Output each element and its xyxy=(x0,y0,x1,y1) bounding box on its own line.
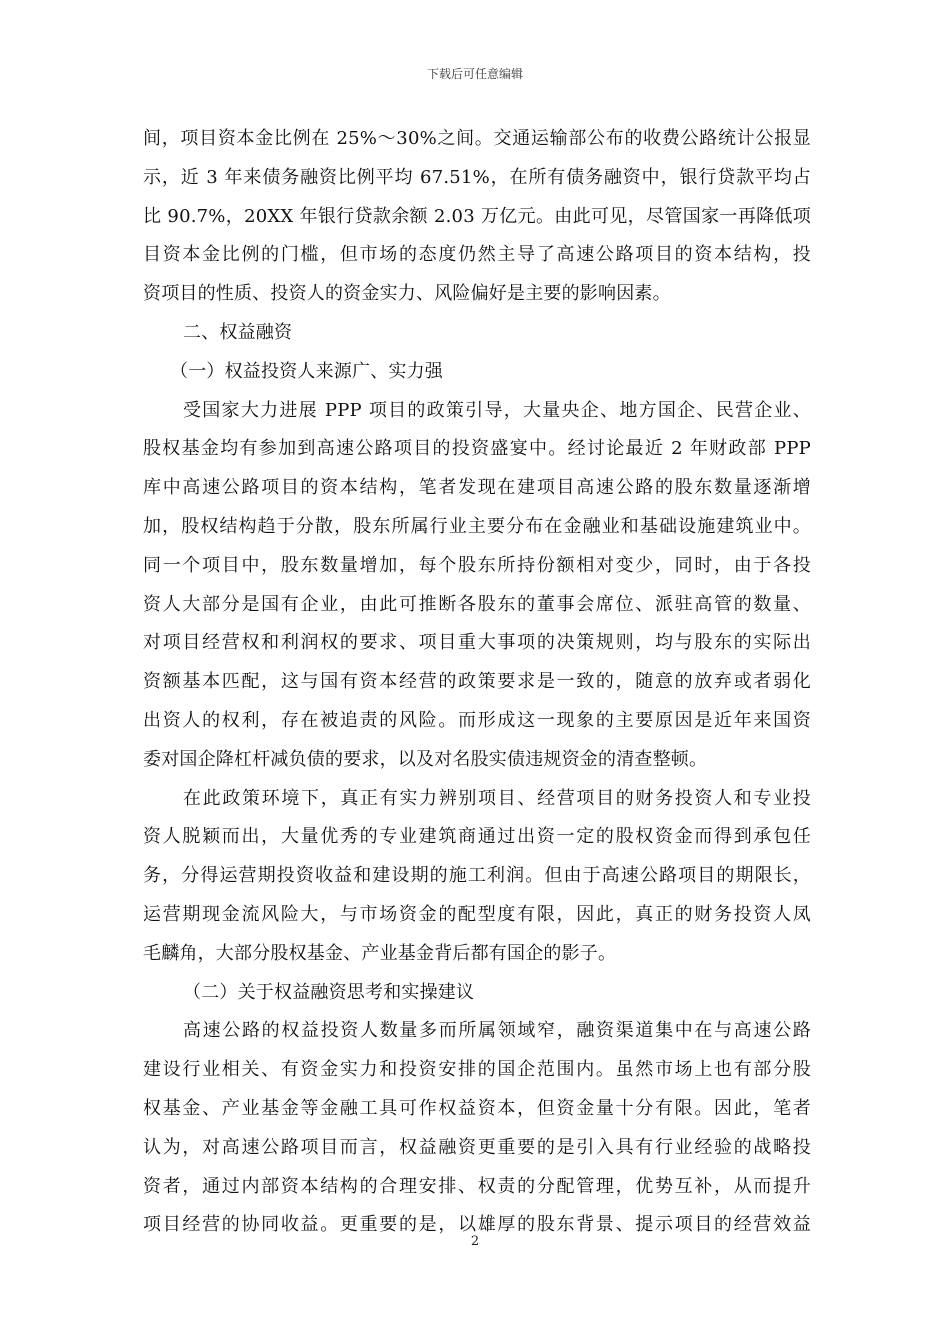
body-line: 示，近 3 年来债务融资比例平均 67.51%，在所有债务融资中，银行贷款平均占 xyxy=(143,166,811,188)
subsection-heading: （二）关于权益融资思考和实操建议 xyxy=(183,981,475,1003)
body-line: 务，分得运营期投资收益和建设期的施工利润。但由于高速公路项目的期限长， xyxy=(143,865,811,887)
section-heading: 二、权益融资 xyxy=(183,321,293,343)
body-line: 建设行业相关、有资金实力和投资安排的国企范围内。虽然市场上也有部分股 xyxy=(143,1059,811,1081)
body-line: 受国家大力进展 PPP 项目的政策引导，大量央企、地方国企、民营企业、 xyxy=(183,399,811,421)
body-line: 运营期现金流风险大，与市场资金的配型度有限，因此，真正的财务投资人凤 xyxy=(143,903,811,925)
body-line: 比 90.7%，20XX 年银行贷款余额 2.03 万亿元。由此可见，尽管国家一再降低项 xyxy=(143,205,811,227)
body-line: 在此政策环境下，真正有实力辨别项目、经营项目的财务投资人和专业投 xyxy=(183,787,811,809)
body-line: 委对国企降杠杆减负债的要求，以及对名股实债违规资金的清查整顿。 xyxy=(143,748,708,770)
body-line: 资人脱颖而出，大量优秀的专业建筑商通过出资一定的股权资金而得到承包任 xyxy=(143,826,811,848)
body-line: 股权基金均有参加到高速公路项目的投资盛宴中。经讨论最近 2 年财政部 PPP xyxy=(143,438,811,460)
body-line: 高速公路的权益投资人数量多而所属领域窄，融资渠道集中在与高速公路 xyxy=(183,1020,811,1042)
body-line: 资项目的性质、投资人的资金实力、风险偏好是主要的影响因素。 xyxy=(143,283,671,305)
body-line: 同一个项目中，股东数量增加，每个股东所持份额相对变少，同时，由于各投 xyxy=(143,554,811,576)
body-line: 对项目经营权和利润权的要求、项目重大事项的决策规则，均与股东的实际出 xyxy=(143,632,811,654)
body-line: 目资本金比例的门槛，但市场的态度仍然主导了高速公路项目的资本结构，投 xyxy=(143,244,811,266)
body-line: 权基金、产业基金等金融工具可作权益资本，但资金量十分有限。因此，笔者 xyxy=(143,1097,811,1119)
body-line: 资额基本匹配，这与国有资本经营的政策要求是一致的，随意的放弃或者弱化 xyxy=(143,671,811,693)
document-body xyxy=(143,120,811,1245)
body-line: 加，股权结构趋于分散，股东所属行业主要分布在金融业和基础设施建筑业中。 xyxy=(143,515,811,537)
body-line: 资者，通过内部资本结构的合理安排、权责的分配管理，优势互补，从而提升 xyxy=(143,1175,811,1197)
body-line: 出资人的权利，存在被追责的风险。而形成这一现象的主要原因是近年来国资 xyxy=(143,709,811,731)
body-line: 认为，对高速公路项目而言，权益融资更重要的是引入具有行业经验的战略投 xyxy=(143,1136,811,1158)
page-header: 下载后可任意编辑 xyxy=(426,67,523,81)
body-line: 项目经营的协同收益。更重要的是，以雄厚的股东背景、提示项目的经营效益 xyxy=(143,1214,811,1236)
body-line: 资人大部分是国有企业，由此可推断各股东的董事会席位、派驻高管的数量、 xyxy=(143,593,811,615)
body-line: 间，项目资本金比例在 25%～30%之间。交通运输部公布的收费公路统计公报显 xyxy=(143,128,811,149)
body-line: 库中高速公路项目的资本结构，笔者发现在建项目高速公路的股东数量逐渐增 xyxy=(143,477,811,499)
body-line: 毛麟角，大部分股权基金、产业基金背后都有国企的影子。 xyxy=(143,942,617,964)
page-number: 2 xyxy=(470,1234,480,1249)
subsection-heading: （一）权益投资人来源广、实力强 xyxy=(170,360,443,382)
